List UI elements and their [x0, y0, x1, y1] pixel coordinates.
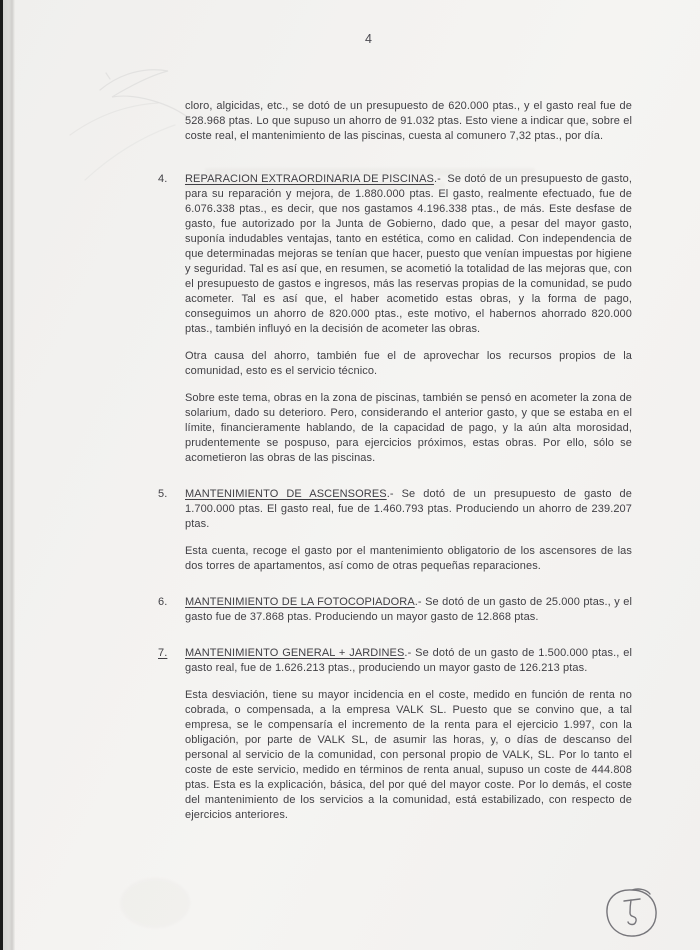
item-paragraph: Esta desviación, tiene su mayor incidencia en el coste, medido en función de renta no cobrada, o compensada, a la empresa VALK SL. Puesto que se convino que, a tal empresa, se le compensaría el incremento de la renta para el ejercicio 1.997, con la obligación, por parte de VALK SL, de asumir las horas, y, o días de descanso del personal al servicio de la comunidad, con personal propio de VALK, SL. Por lo tanto el coste de este servicio, medido en términos de renta anual, supuso un coste de 444.808 ptas. Esta es la explicación, básica, del por qué del mayor coste. Por lo demás, el coste del mantenimiento de los servicios a la comunidad, está estabilizado, con respecto de ejercicios anteriores. — [185, 689, 632, 821]
document-text-block — [158, 99, 632, 844]
item-paragraph: Otra causa del ahorro, también fue el de aprovechar los recursos propios de la comunidad, esto es el servicio técnico. — [185, 350, 632, 377]
item-lead-text: Se dotó de un gasto de 1.500.000 ptas., el gasto real, fue de 1.626.213 ptas., produciendo un mayor gasto de 126.213 ptas. — [185, 647, 633, 674]
item-heading: MANTENIMIENTO DE ASCENSORES — [185, 488, 387, 500]
handwritten-page-marker — [598, 884, 666, 942]
item-heading: REPARACION EXTRAORDINARIA DE PISCINAS — [185, 173, 434, 185]
item-number: 4. — [158, 173, 168, 185]
hand-drawn-circle — [607, 889, 656, 936]
bleed-through-mark — [120, 878, 190, 928]
handwritten-five-top-stroke — [624, 899, 640, 901]
item-heading-paragraph — [185, 487, 632, 532]
item-number: 7. — [158, 647, 168, 659]
intro-paragraph: cloro, algicidas, etc., se dotó de un presupuesto de 620.000 ptas., y el gasto real fue de 528.968 ptas. Lo que supuso un ahorro de 91.032 ptas. Esto viene a indicar que, sobre el coste real, el mantenimiento de las piscinas, cuesta al comunero 7,32 ptas., por día. — [185, 100, 632, 142]
scan-edge-shadow — [0, 0, 15, 950]
heading-separator: .- — [386, 488, 394, 500]
item-4-piscinas — [158, 172, 632, 466]
item-7-jardines — [158, 646, 632, 823]
item-lead-text: Se dotó de un presupuesto de gasto de 1.700.000 ptas. El gasto real, fue de 1.460.793 ptas. Produciendo un ahorro de 239.207 ptas. — [185, 488, 632, 530]
item-heading-paragraph — [185, 172, 632, 337]
item-heading-paragraph — [185, 646, 632, 676]
item-content — [185, 595, 632, 625]
item-lead-text: Se dotó de un presupuesto de gasto, para su reparación y mejora, de 1.880.000 ptas. El gasto, realmente efectuado, fue de 6.076.338 ptas., es decir, que nos gastamos 4.196.338 ptas., de más. Este desfase de gasto, fue autorizado por la Junta de Gobierno, dado que, a pesar del mayor gasto, suponía indudables ventajas, tanto en estética, como en calidad. Con independencia de que determinadas mejoras se tenían que hacer, puesto que venían impuestas por higiene y seguridad. Tal es así que, en resumen, se acometió la totalidad de las mejoras que, con el presupuesto de gastos e ingresos, más las reservas propias de la comunidad, se pudo acometer. Tal es así que, el haber acometido estas obras, y la forma de pago, conseguimos un ahorro de 820.000 ptas., este motivo, el habernos ahorrado 820.000 ptas., también influyó en la decisión de acometer las obras. — [185, 173, 632, 335]
item-content — [185, 487, 632, 574]
item-lead-text: Se dotó de un gasto de 25.000 ptas., y el gasto fue de 37.868 ptas. Produciendo un mayor gasto de 12.868 ptas. — [185, 596, 632, 623]
item-5-ascensores — [158, 487, 632, 574]
item-content — [185, 172, 632, 466]
item-content — [185, 646, 632, 823]
item-paragraph: Sobre este tema, obras en la zona de piscinas, también se pensó en acometer la zona de solarium, dado su deterioro. Pero, considerando el anterior gasto, y que se estaba en el límite, financieramente hablando, de la capacidad de pago, y la aún alta morosidad, prudentemente se pospuso, para ejercicios próximos, estas obras. Por ello, sólo se acometieron las obras de las piscinas. — [185, 392, 632, 464]
item-heading: MANTENIMIENTO DE LA FOTOCOPIADORA — [185, 596, 415, 608]
printed-page-number: 4 — [365, 32, 372, 46]
heading-separator: .- — [433, 173, 441, 185]
item-heading-paragraph — [185, 595, 632, 625]
item-heading: MANTENIMIENTO GENERAL + JARDINES — [185, 647, 405, 659]
item-number: 6. — [158, 596, 168, 608]
handwritten-five-body-stroke — [628, 900, 636, 925]
heading-separator: .- — [414, 596, 422, 608]
heading-separator: .- — [404, 647, 412, 659]
item-paragraph: Esta cuenta, recoge el gasto por el mantenimiento obligatorio de los ascensores de las dos torres de apartamentos, así como de otras pequeñas reparaciones. — [185, 545, 632, 572]
item-6-fotocopiadora — [158, 595, 632, 625]
item-number: 5. — [158, 488, 168, 500]
